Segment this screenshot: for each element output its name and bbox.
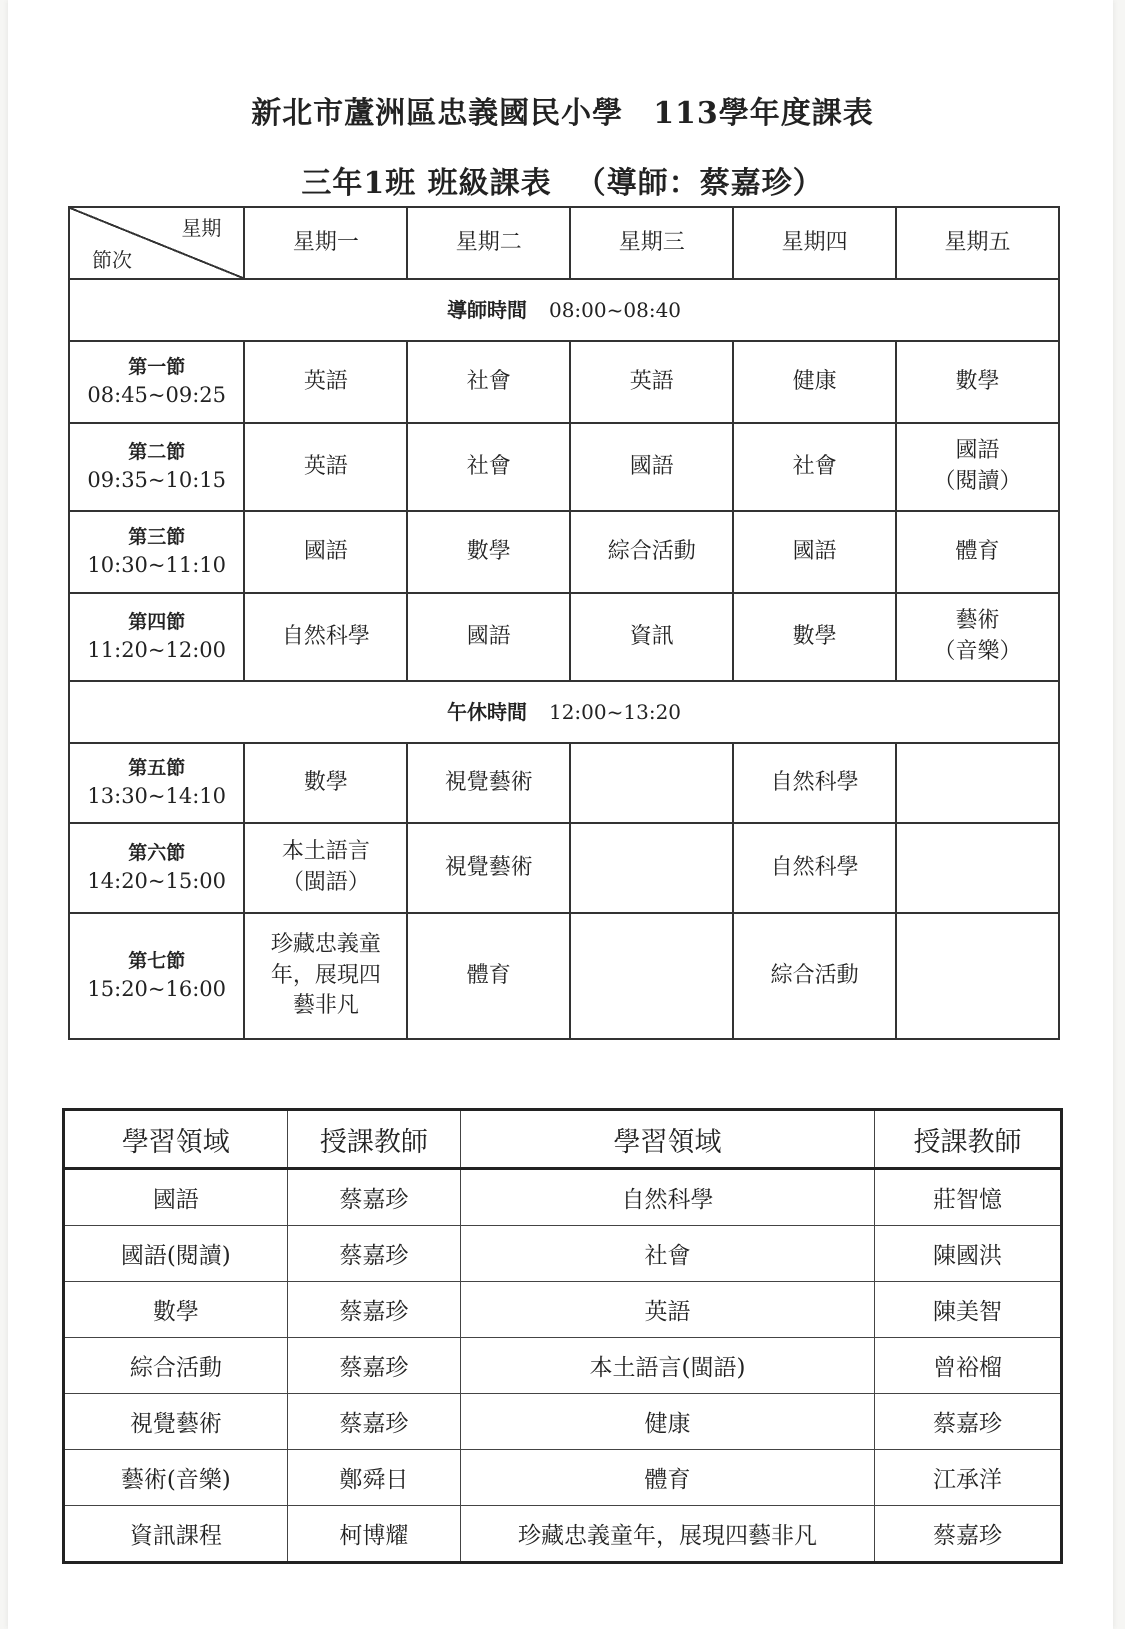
subject-area-cell: 自然科學 [461, 1169, 875, 1226]
subject-area-cell: 國語(閱讀) [64, 1226, 288, 1282]
period-name: 第三節 [128, 526, 186, 548]
teacher-name-cell: 陳國洪 [874, 1226, 1061, 1282]
subject-cell [407, 511, 570, 593]
corner-weekday-label: 星期 [181, 216, 222, 240]
subject-area-cell: 數學 [64, 1282, 288, 1338]
lunch-time-label: 午休時間 [446, 700, 527, 724]
lunch-time-time: 12:00~13:20 [548, 700, 682, 724]
teacher-row [64, 1394, 1062, 1450]
subject-cell [570, 743, 733, 823]
homeroom-time-time: 08:00~08:40 [548, 298, 682, 322]
subject-area-cell: 資訊課程 [64, 1506, 288, 1563]
subject-area-cell: 珍藏忠義童年，展現四藝非凡 [461, 1506, 875, 1563]
corner-period-label: 節次 [92, 248, 132, 272]
subject-cell [570, 823, 733, 913]
subject-cell [733, 913, 896, 1039]
subject-text: 國語 [792, 538, 837, 564]
period-name: 第七節 [128, 950, 186, 972]
subject-cell [244, 913, 407, 1039]
subject-area-cell: 社會 [461, 1226, 875, 1282]
page-subtitle [0, 158, 1125, 202]
subject-cell [733, 423, 896, 511]
subject-text: 藝術 [955, 608, 1000, 634]
subject-text: 本土語言 [281, 839, 370, 865]
subject-cell [896, 743, 1059, 823]
subject-cell [407, 913, 570, 1039]
period-time: 10:30~11:10 [87, 552, 227, 577]
subject-cell [570, 511, 733, 593]
period-time: 15:20~16:00 [87, 976, 227, 1001]
subject-cell [896, 341, 1059, 423]
subject-text: 自然科學 [770, 769, 859, 795]
subject-text: （閱讀） [933, 469, 1022, 494]
subject-cell [244, 423, 407, 511]
subject-text: 國語 [955, 438, 1000, 464]
corner-cell [69, 207, 244, 279]
teacher-name-cell: 蔡嘉珍 [287, 1226, 460, 1282]
subject-text: 藝非凡 [292, 993, 359, 1019]
subject-text: 資訊 [629, 623, 674, 649]
schedule-header-row [69, 207, 1059, 279]
teacher-name-cell: 莊智憶 [874, 1169, 1061, 1226]
subject-cell [244, 511, 407, 593]
teacher-name-cell: 蔡嘉珍 [874, 1394, 1061, 1450]
subject-area-cell: 健康 [461, 1394, 875, 1450]
subject-text: 綜合活動 [770, 962, 859, 988]
subject-text: 數學 [303, 769, 348, 795]
teacher-name-cell: 鄭舜日 [287, 1450, 460, 1506]
day-header: 星期一 [244, 207, 407, 279]
teacher-row [64, 1450, 1062, 1506]
period-time: 08:45~09:25 [87, 382, 227, 407]
period-row [69, 511, 1059, 593]
lunch-time-cell [69, 681, 1059, 743]
subject-text: 體育 [466, 962, 511, 988]
teacher-name-cell: 曾裕榴 [874, 1338, 1061, 1394]
subject-cell [244, 743, 407, 823]
subject-cell [733, 593, 896, 681]
teacher-name-cell: 蔡嘉珍 [287, 1394, 460, 1450]
period-name: 第一節 [128, 356, 186, 378]
homeroom-time-cell [69, 279, 1059, 341]
teacher-name-cell: 陳美智 [874, 1282, 1061, 1338]
period-cell [69, 593, 244, 681]
class-name: 三年1班 班級課表 [301, 166, 552, 201]
period-cell [69, 743, 244, 823]
teacher-name-cell: 蔡嘉珍 [287, 1282, 460, 1338]
teacher-row [64, 1226, 1062, 1282]
subject-cell [570, 341, 733, 423]
day-header: 星期三 [570, 207, 733, 279]
teacher-row [64, 1506, 1062, 1563]
period-name: 第二節 [128, 441, 186, 463]
subject-text: 年，展現四 [270, 962, 381, 988]
subject-area-header: 學習領域 [461, 1110, 875, 1169]
subject-cell [896, 511, 1059, 593]
subject-text: 健康 [792, 368, 837, 394]
teacher-name-cell: 蔡嘉珍 [287, 1169, 460, 1226]
subject-text: 社會 [792, 453, 837, 479]
teacher-header: 授課教師 [287, 1110, 460, 1169]
period-row [69, 823, 1059, 913]
subject-cell [407, 823, 570, 913]
subject-text: 社會 [466, 368, 511, 394]
subject-cell [733, 743, 896, 823]
subject-cell [407, 341, 570, 423]
school-name: 新北市蘆洲區忠義國民小學 [251, 96, 624, 131]
subject-cell [407, 743, 570, 823]
subject-cell [570, 593, 733, 681]
subject-area-cell: 英語 [461, 1282, 875, 1338]
homeroom-time-label: 導師時間 [446, 298, 527, 322]
subject-cell [244, 593, 407, 681]
subject-text: 國語 [303, 538, 348, 564]
period-row [69, 341, 1059, 423]
homeroom-time-row [69, 279, 1059, 341]
subject-cell [244, 823, 407, 913]
subject-area-cell: 體育 [461, 1450, 875, 1506]
subject-text: 英語 [303, 453, 348, 479]
teacher-header-row [64, 1110, 1062, 1169]
subject-text: 英語 [303, 368, 348, 394]
subject-area-header: 學習領域 [64, 1110, 288, 1169]
period-time: 14:20~15:00 [87, 868, 227, 893]
subject-text: 社會 [466, 453, 511, 479]
day-header: 星期四 [733, 207, 896, 279]
subject-text: 數學 [466, 538, 511, 564]
subject-text: 視覺藝術 [444, 769, 533, 795]
period-time: 13:30~14:10 [87, 783, 227, 808]
subject-text: 珍藏忠義童 [270, 931, 381, 957]
period-row [69, 423, 1059, 511]
subject-text: （閩語） [281, 870, 370, 895]
schedule-table [68, 206, 1060, 1040]
period-cell [69, 341, 244, 423]
subject-text: 自然科學 [281, 623, 370, 649]
period-cell [69, 823, 244, 913]
subject-text: 數學 [955, 368, 1000, 394]
school-year: 113學年度課表 [653, 96, 874, 131]
lunch-time-row [69, 681, 1059, 743]
period-name: 第六節 [128, 842, 186, 864]
subject-cell [896, 823, 1059, 913]
subject-cell [896, 913, 1059, 1039]
period-cell [69, 913, 244, 1039]
subject-cell [896, 423, 1059, 511]
subject-cell [570, 913, 733, 1039]
teacher-name-cell: 江承洋 [874, 1450, 1061, 1506]
teacher-row [64, 1338, 1062, 1394]
subject-cell [407, 423, 570, 511]
subject-cell [733, 511, 896, 593]
subject-text: 自然科學 [770, 854, 859, 880]
period-cell [69, 511, 244, 593]
teacher-name-cell: 蔡嘉珍 [287, 1338, 460, 1394]
period-row [69, 743, 1059, 823]
subject-text: 國語 [466, 623, 511, 649]
period-name: 第四節 [128, 611, 186, 633]
teacher-row [64, 1169, 1062, 1226]
period-cell [69, 423, 244, 511]
subject-cell [407, 593, 570, 681]
day-header: 星期五 [896, 207, 1059, 279]
subject-area-cell: 本土語言(閩語) [461, 1338, 875, 1394]
subject-cell [570, 423, 733, 511]
subject-cell [244, 341, 407, 423]
day-header: 星期二 [407, 207, 570, 279]
teacher-row [64, 1282, 1062, 1338]
teacher-table [62, 1108, 1063, 1564]
subject-text: 體育 [955, 538, 1000, 564]
page-title [0, 88, 1125, 132]
subject-text: 視覺藝術 [444, 854, 533, 880]
teacher-header: 授課教師 [874, 1110, 1061, 1169]
teacher-name-cell: 蔡嘉珍 [874, 1506, 1061, 1563]
subject-area-cell: 綜合活動 [64, 1338, 288, 1394]
subject-text: 綜合活動 [607, 538, 696, 564]
period-name: 第五節 [128, 757, 186, 779]
subject-cell [896, 593, 1059, 681]
period-time: 11:20~12:00 [87, 637, 227, 662]
period-time: 09:35~10:15 [87, 467, 227, 492]
period-row [69, 593, 1059, 681]
subject-text: 國語 [629, 453, 674, 479]
subject-area-cell: 視覺藝術 [64, 1394, 288, 1450]
subject-area-cell: 國語 [64, 1169, 288, 1226]
teacher-name-cell: 柯博耀 [287, 1506, 460, 1563]
subject-text: （音樂） [933, 639, 1022, 664]
period-row [69, 913, 1059, 1039]
subject-cell [733, 823, 896, 913]
subject-text: 數學 [792, 623, 837, 649]
subject-area-cell: 藝術(音樂) [64, 1450, 288, 1506]
homeroom-teacher: （導師：蔡嘉珍） [575, 166, 824, 201]
subject-text: 英語 [629, 368, 674, 394]
subject-cell [733, 341, 896, 423]
